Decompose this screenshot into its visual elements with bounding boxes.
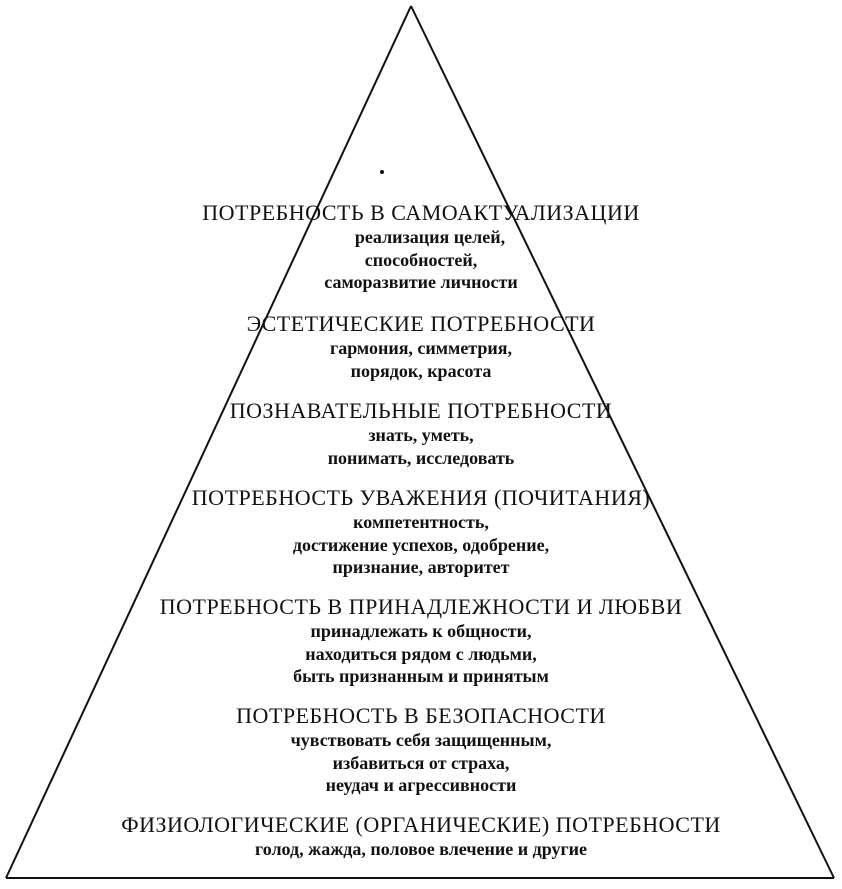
level-self-actualization bbox=[0, 200, 842, 294]
level-title: ФИЗИОЛОГИЧЕСКИЕ (ОРГАНИЧЕСКИЕ) ПОТРЕБНОСТИ bbox=[121, 812, 721, 837]
level-description-line: способностей, bbox=[364, 249, 478, 270]
level-description-line: саморазвитие личности bbox=[324, 272, 518, 292]
level-title: ПОТРЕБНОСТЬ В САМОАКТУАЛИЗАЦИИ bbox=[202, 200, 640, 225]
level-description-line: понимать, исследовать bbox=[327, 447, 515, 468]
level-description-line: гармония, симметрия, bbox=[330, 338, 512, 358]
level-cognitive bbox=[0, 398, 842, 469]
apex-dot bbox=[380, 170, 384, 174]
level-title: ПОТРЕБНОСТЬ В ПРИНАДЛЕЖНОСТИ И ЛЮБВИ bbox=[159, 594, 683, 619]
level-description-line: чувствовать себя защищенным, bbox=[290, 730, 552, 750]
level-physiological bbox=[0, 812, 842, 861]
level-safety bbox=[0, 703, 842, 797]
level-description-line: голод, жажда, половое влечение и другие bbox=[254, 839, 588, 859]
level-description-line: достижение успехов, одобрение, bbox=[292, 534, 550, 555]
level-description-line: знать, уметь, bbox=[368, 425, 474, 445]
level-description-line: находиться рядом с людьми, bbox=[305, 643, 537, 664]
level-description-line: реализация целей, bbox=[354, 227, 506, 247]
level-description-line: признание, авторитет bbox=[332, 557, 510, 577]
level-aesthetic bbox=[0, 311, 842, 382]
level-description-line: быть признанным и принятым bbox=[293, 666, 549, 686]
level-description-line: избавиться от страха, bbox=[332, 752, 510, 773]
level-description-line: порядок, красота bbox=[350, 360, 492, 381]
level-description-line: принадлежать к общности, bbox=[310, 621, 532, 641]
level-description-line: компетентность, bbox=[353, 512, 489, 532]
level-title: ЭСТЕТИЧЕСКИЕ ПОТРЕБНОСТИ bbox=[246, 311, 596, 336]
level-belonging-love bbox=[0, 594, 842, 688]
level-description-line: неудач и агрессивности bbox=[325, 775, 517, 795]
level-title: ПОЗНАВАТЕЛЬНЫЕ ПОТРЕБНОСТИ bbox=[229, 398, 613, 423]
level-esteem bbox=[0, 485, 842, 579]
level-title: ПОТРЕБНОСТЬ УВАЖЕНИЯ (ПОЧИТАНИЯ) bbox=[191, 485, 651, 510]
level-title: ПОТРЕБНОСТЬ В БЕЗОПАСНОСТИ bbox=[236, 703, 606, 728]
